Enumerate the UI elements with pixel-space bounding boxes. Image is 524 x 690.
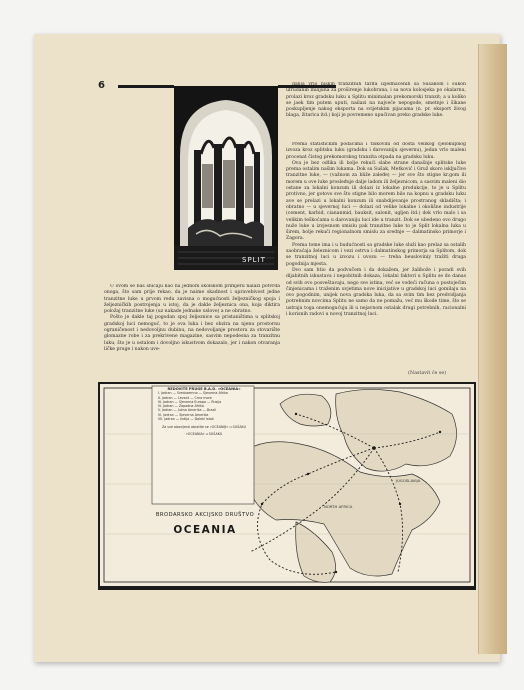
footer-rule	[98, 588, 476, 590]
column-top-right	[286, 82, 466, 140]
paragraph: Prema statističkim podacima i tiskovini od dosta velikog cjelokupnog izvoza kroz splitsku luku (gradsku i darovaniju sjevernu), jedan vrlo maleni procenat čistog prekomorskog tranzita otpada na gradsku luku.	[286, 142, 466, 160]
paragraph: U ovom se baš slučaju kao na jednom školskom primjeru nalazi potvrda onoga, što sam prije rekao, da je naime skadnost i upravebivost jedne tranzitne luke u prvom redu zavisna o mogućnosti željezničkog spoja i željezničkih postrojenja u istoj, da je dakle željeznica ona, koja diktira položaj tranzitne luke (uz nakade jednake uslove) a ne obratno.	[104, 284, 280, 315]
legend-item: II. Jadran — Levant — Crno more	[158, 395, 212, 400]
company-block	[142, 512, 268, 536]
photo-caption: SPLIT	[242, 256, 266, 264]
oceania-advertisement	[98, 382, 476, 588]
legend-item: VII. Jadran — Indija — Daleki istok	[158, 417, 214, 422]
legend-item: I. Jadran — Sredozemno — Sjeverna Afrika	[158, 391, 228, 396]
paragraph: danja vrlo niskih tranzitnih tarifa izjednačenih sa Sušakom i sukon ufrudanih milijuna za proširenje lukobrana, i sa nova kolosjeka po okalarnu, prolazi kroz gradsku luku u Splitu minimalan prekomorski tranzit; a u koliko se jaek tim putem uputi, nailazi na najveće nepogode, smetnje i šikane poskupljenje nakog eksporta na svijetskim pijacama (n. pr. eksport živog blaga, žitarica itd.) koji je povremeno upućivan preko gradske luke.	[286, 82, 466, 119]
map-label-north-africa: NORTH AFRICA	[324, 504, 353, 509]
legend-company: »OCEANIA« u SUŠAKU	[185, 431, 223, 436]
column-left	[104, 284, 280, 372]
legend-item: VI. Jadran — Sjeverna Amerika	[158, 412, 209, 417]
paragraph: Pošto je dakle taj pogodan spoj željeznice sa pristaništima u splitskoj gradskoj luci nemoguć, to je ova luka i bez obzira na njenu prostornu ograničenost i nedovoljnu dubinu, na nedovoljanje prostora za stovarište glomazne robe i za prekrivene magazine, sasvim nepodesna za tranzitnu luku, što je u ostalom i dovoljno iskustvom dokazalo, jer i nakon otvaranja ličke pruge i nakon uve-	[104, 315, 280, 352]
legend-title: REDOVITE PRUGE B.A.D. »OCEANIA«	[167, 387, 241, 391]
route-legend	[158, 387, 250, 499]
map-label-jugoslavija: JUGOSLAVIJA	[396, 478, 421, 483]
company-name: OCEANIA	[173, 524, 237, 536]
legend-item: V. Jadran — Južna Amerika — Brazil	[158, 408, 217, 413]
page-edge	[478, 44, 507, 654]
route-map	[100, 384, 474, 586]
legend-note: Za sve obavijesti obratite se »OCEANIJI« u SUŠAKU	[161, 425, 247, 430]
arcade-illustration	[174, 86, 278, 270]
continuation-note: (Nastavit će se)	[408, 371, 447, 376]
legend-item: III. Jadran — Sjeverna Europa — Rusija	[158, 399, 222, 404]
legend-item: IV. Jadran — Zapadna Afrika	[158, 404, 204, 409]
split-photo	[174, 86, 278, 270]
paragraph: Prema tome ima i u budućnosti sa gradske luke služi kao prelaz sa ostalih saobraćaja železnicom i vezi ostrva i dalmatinskog primorja sa Splitom, dok se tranzitnoj luci u izvozu i uvozu — treba beusloviniy tražiti druga pogodnija mjesta.	[286, 242, 466, 267]
company-subtitle: BRODARSKO AKCIJSKO DRUŠTVO	[155, 512, 255, 518]
paragraph: Dvo sam htio da podvučem i da dokažem, jer žalibože i poradi svih dijabitnih iskustava i nepobitnih dokaza, lokalni faktori u Splitu se do danas od svih ovo posveštavaju, nego sve istina, već se vodeći računa o postojećim činjenicama i traženim uvjetima nove inicijative u gradskoj luci gomilaju na ovo pogodnim, unijek nova gradska luka, da sa svim tim bez predvidjanja potrebnim novcima Splitu ne samo da ne pomažu, već mu škode time, što se ustraju toga onemogućuju ili u nejavnom ostalak drugi potrebnih, racionalni i korisnih radovi u novoj tranzitnoj luci.	[286, 267, 466, 318]
header-rule	[118, 85, 174, 88]
column-mid-right	[286, 142, 466, 368]
page-number: 6	[98, 80, 105, 91]
paragraph: Ova je bez odlika ili bolje rekući slabe strane današnje splitske luke prema ostalim našim lukama. Dok su Sušak, Metković i Gruž skoro isključive tranzitne luke, — (važnom za bliže zaleđe) — jer sve što stigne kr.gom ili morem u ove luke prosleđuje dalje ladom ili željeznicom, a sasvim maleni dio ostane za lokalni konzum ili dolazi iz lokalne produkcije, to je u Splitu protivno, jer gotovo sve što stigne bilo morem bilo na kopnu u gradsku luku ave se prelazi u lokalni konzum ili snabdijevanje prostranog skladišta; i obratno — u sjevernoj luci — dolazi od velike lokalne i okolišne industrije (cement, karbid, ciananmid, bauksit, salonit, ugljen itd.) dok vrlo malo i sa velikim teškoćama u darovaniju luci ide u tranzit. Dok se ubedeno ovo drugo nuže luke u izvjesnom smislu pak tranzitne luke to je Split lokalna luka u širem, bolje rekući regionalnom smislu za srednje — dalmatinsko primorje i Zagora.	[286, 160, 466, 242]
